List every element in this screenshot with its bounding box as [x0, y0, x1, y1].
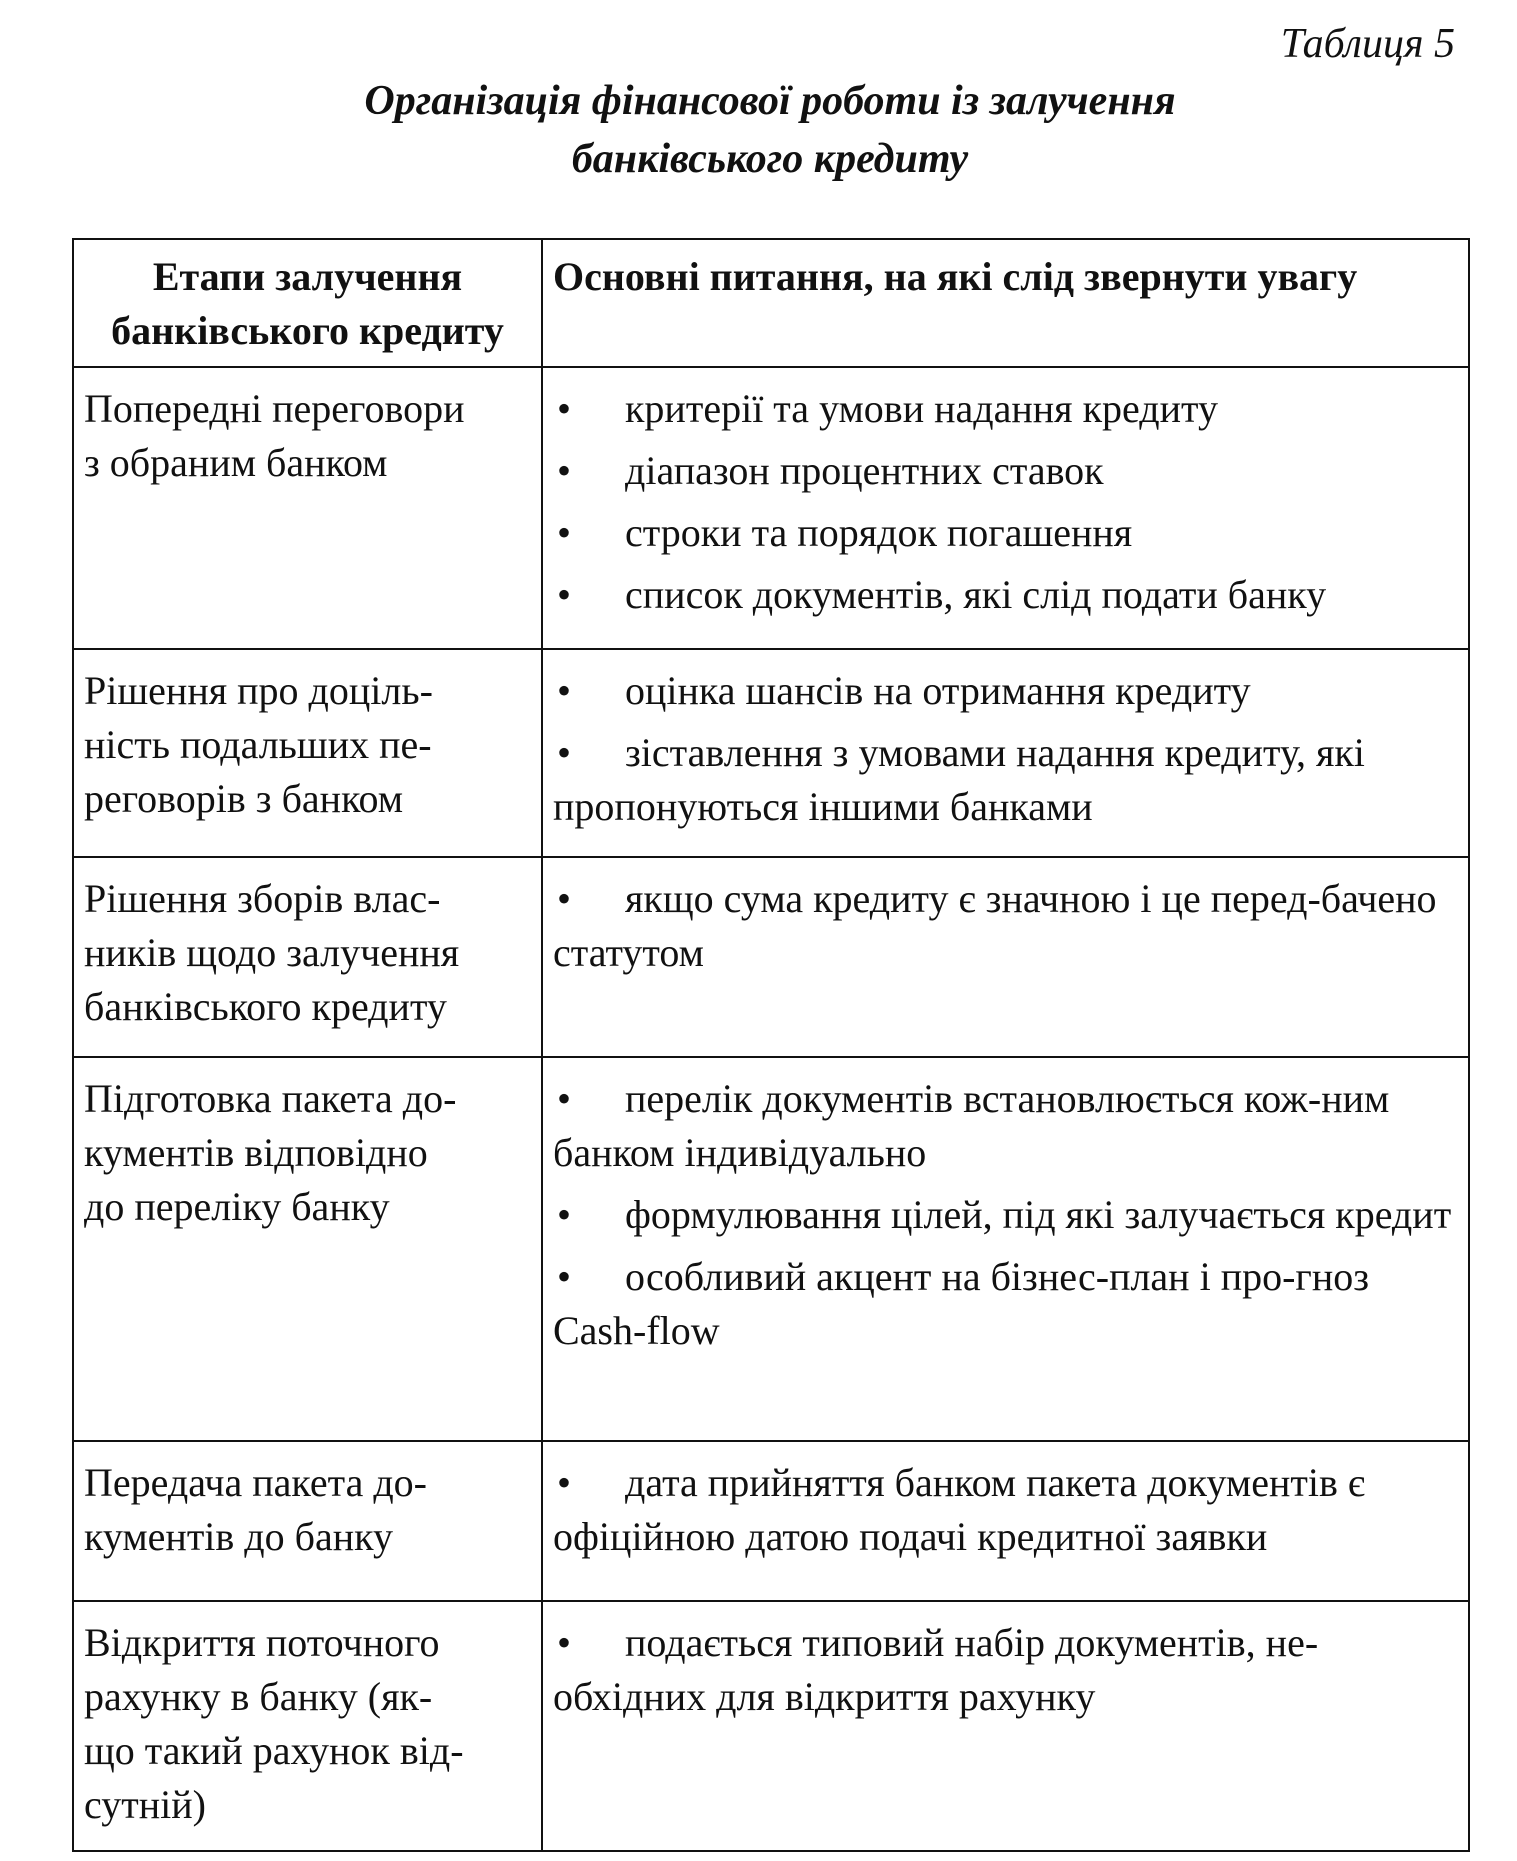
- stage-text-line: реговорів з банком: [84, 776, 404, 821]
- list-item: [553, 1250, 1458, 1358]
- list-item-text: зіставлення з умовами надання кредиту, які пропонуються іншими банками: [553, 730, 1365, 829]
- issues-cell: [542, 857, 1469, 1057]
- list-item-text: дата прийняття банком пакета документів є офіційною датою подачі кредитної заявки: [553, 1460, 1365, 1559]
- list-item-text: перелік документів встановлюється кож-ним банком індивідуально: [553, 1076, 1390, 1175]
- bullet-icon: •: [557, 1076, 572, 1121]
- stage-cell: [73, 1601, 542, 1851]
- issues-cell: [542, 1057, 1469, 1441]
- stage-text-line: Відкриття поточного: [84, 1620, 440, 1665]
- header-stages: [73, 239, 542, 367]
- list-item: [553, 444, 1458, 498]
- stage-text-line: банківського кредиту: [84, 984, 447, 1029]
- table-title-line-2: банківського кредиту: [571, 136, 969, 182]
- bullet-icon: •: [557, 1254, 572, 1299]
- stage-cell: [73, 367, 542, 649]
- stage-cell: [73, 649, 542, 857]
- issues-cell: [542, 367, 1469, 649]
- table-header-row: [73, 239, 1469, 367]
- table-row: [73, 367, 1469, 649]
- stage-text-line: до переліку банку: [84, 1184, 390, 1229]
- list-item: [553, 1616, 1458, 1724]
- stage-text-line: Підготовка пакета до-: [84, 1076, 457, 1121]
- stage-text-line: кументів відповідно: [84, 1130, 428, 1175]
- stage-text-line: Попередні переговори: [84, 386, 465, 431]
- bullet-icon: •: [557, 510, 572, 555]
- bullet-icon: •: [557, 1620, 572, 1665]
- table-row: [73, 1441, 1469, 1601]
- list-item: [553, 1456, 1458, 1564]
- issues-cell: [542, 1601, 1469, 1851]
- stage-text-line: що такий рахунок від-: [84, 1728, 464, 1773]
- header-stages-line-1: Етапи залучення: [152, 254, 463, 299]
- bullet-icon: •: [557, 668, 572, 713]
- list-item: [553, 506, 1458, 560]
- table-title: [80, 72, 1460, 188]
- list-item-text: список документів, які слід подати банку: [625, 572, 1327, 617]
- bullet-icon: •: [557, 448, 572, 493]
- list-item-text: діапазон процентних ставок: [625, 448, 1104, 493]
- list-item-text: строки та порядок погашення: [625, 510, 1133, 555]
- list-item: [553, 1188, 1458, 1242]
- list-item-text: особливий акцент на бізнес-план і про-гноз Cash-flow: [553, 1254, 1370, 1353]
- stage-text-line: Рішення зборів влас-: [84, 876, 441, 921]
- list-item: [553, 872, 1458, 980]
- stage-text-line: з обраним банком: [84, 440, 388, 485]
- stage-cell: [73, 857, 542, 1057]
- list-item-text: якщо сума кредиту є значною і це перед-бачено статутом: [553, 876, 1437, 975]
- list-item-text: оцінка шансів на отримання кредиту: [625, 668, 1251, 713]
- stage-text-line: кументів до банку: [84, 1514, 394, 1559]
- table-number-label: Таблиця 5: [1280, 21, 1455, 67]
- table-row: [73, 1057, 1469, 1441]
- credit-stages-table: [72, 238, 1470, 1852]
- stage-cell: [73, 1057, 542, 1441]
- bullet-icon: •: [557, 386, 572, 431]
- table-row: [73, 857, 1469, 1057]
- stage-text-line: ників щодо залучення: [84, 930, 460, 975]
- table-title-line-1: Організація фінансової роботи із залучення: [364, 78, 1176, 124]
- list-item-text: критерії та умови надання кредиту: [625, 386, 1218, 431]
- bullet-icon: •: [557, 572, 572, 617]
- issues-cell: [542, 649, 1469, 857]
- list-item: [553, 726, 1458, 834]
- header-stages-line-2: банківського кредиту: [111, 308, 504, 353]
- header-issues: Основні питання, на які слід звернути увагу: [542, 239, 1469, 367]
- list-item-text: подається типовий набір документів, не-обхідних для відкриття рахунку: [553, 1620, 1319, 1719]
- bullet-icon: •: [557, 876, 572, 921]
- list-item-text: формулювання цілей, під які залучається кредит: [625, 1192, 1452, 1237]
- stage-text-line: сутній): [84, 1782, 206, 1827]
- bullet-icon: •: [557, 1192, 572, 1237]
- bullet-icon: •: [557, 1460, 572, 1505]
- stage-text-line: рахунку в банку (як-: [84, 1674, 433, 1719]
- issues-cell: [542, 1441, 1469, 1601]
- table-row: [73, 1601, 1469, 1851]
- stage-text-line: Передача пакета до-: [84, 1460, 427, 1505]
- list-item: [553, 1072, 1458, 1180]
- list-item: [553, 664, 1458, 718]
- stage-text-line: ність подальших пе-: [84, 722, 432, 767]
- bullet-icon: •: [557, 730, 572, 775]
- list-item: [553, 568, 1458, 622]
- stage-cell: [73, 1441, 542, 1601]
- table-row: [73, 649, 1469, 857]
- stage-text-line: Рішення про доціль-: [84, 668, 433, 713]
- list-item: [553, 382, 1458, 436]
- table-body: [73, 367, 1469, 1851]
